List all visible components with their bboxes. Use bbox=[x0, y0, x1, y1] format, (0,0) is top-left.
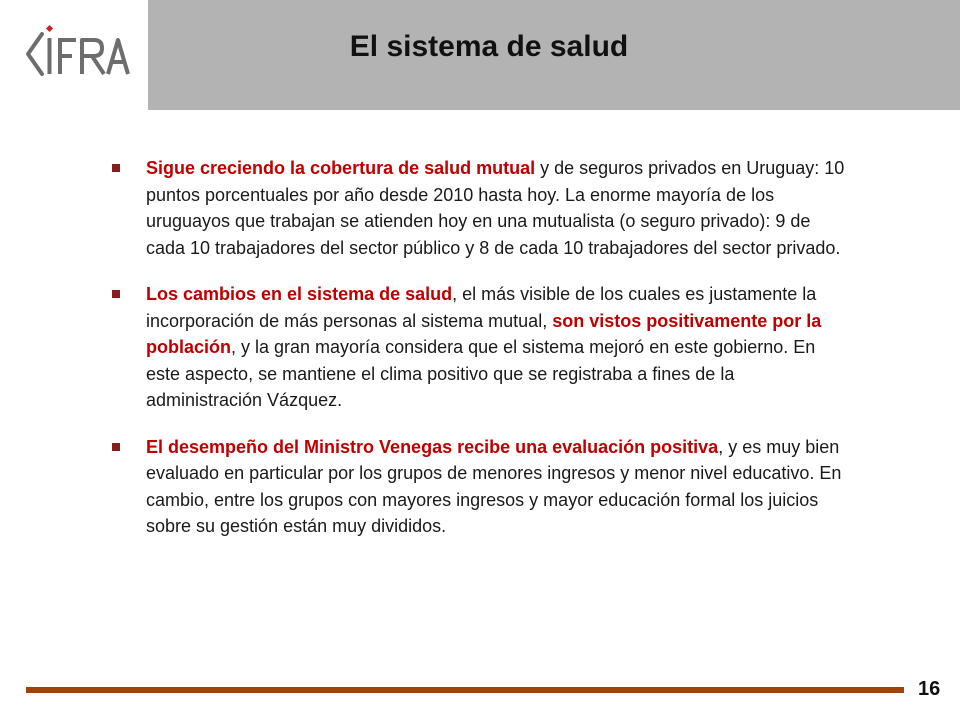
bullet-highlight: El desempeño del Ministro Venegas recibe una evaluación positiva bbox=[146, 436, 719, 457]
bullet-item-coverage bbox=[112, 155, 852, 261]
bullet-highlight: Los cambios en el sistema de salud bbox=[146, 284, 453, 304]
bullet-highlight: Sigue creciendo la cobertura de salud mutual bbox=[146, 158, 536, 178]
bullet-list bbox=[112, 155, 852, 560]
bullet-text: , y es muy bien evaluado en particular por los grupos de menores ingresos y menor nivel educativo. En cambio, entre los grupos con mayores ingresos y mayor educación formal los juicios sobre su gestión están muy divididos. bbox=[146, 436, 842, 536]
logo-text bbox=[12, 84, 13, 85]
bullet-square-icon bbox=[112, 443, 120, 451]
cifra-logo-graphic bbox=[12, 22, 132, 84]
bullet-square-icon bbox=[112, 290, 120, 298]
bullet-item-minister bbox=[112, 434, 852, 540]
footer-bar bbox=[26, 687, 904, 693]
bullet-item-changes bbox=[112, 281, 852, 414]
bullet-highlight: son vistos positivamente por la población bbox=[146, 310, 822, 357]
bullet-text: , el más visible de los cuales es justamente la incorporación de más personas al sistema mutual, bbox=[146, 284, 817, 331]
bullet-text: , y la gran mayoría considera que el sistema mejoró en este gobierno. En este aspecto, se mantiene el clima positivo que se registraba a fines de la administración Vázquez. bbox=[146, 337, 816, 410]
bullet-text: y de seguros privados en Uruguay: 10 puntos porcentuales por año desde 2010 hasta hoy. La enorme mayoría de los uruguayos que trabajan se atienden hoy en una mutualista (o seguro privado): 9 de cada 10 trabajadores del sector público y 8 de cada 10 trabajadores del sector privado. bbox=[146, 158, 845, 258]
page-number: 16 bbox=[918, 678, 941, 700]
page-title: El sistema de salud bbox=[349, 30, 629, 63]
bullet-square-icon bbox=[112, 164, 120, 172]
cifra-logo bbox=[12, 22, 132, 84]
